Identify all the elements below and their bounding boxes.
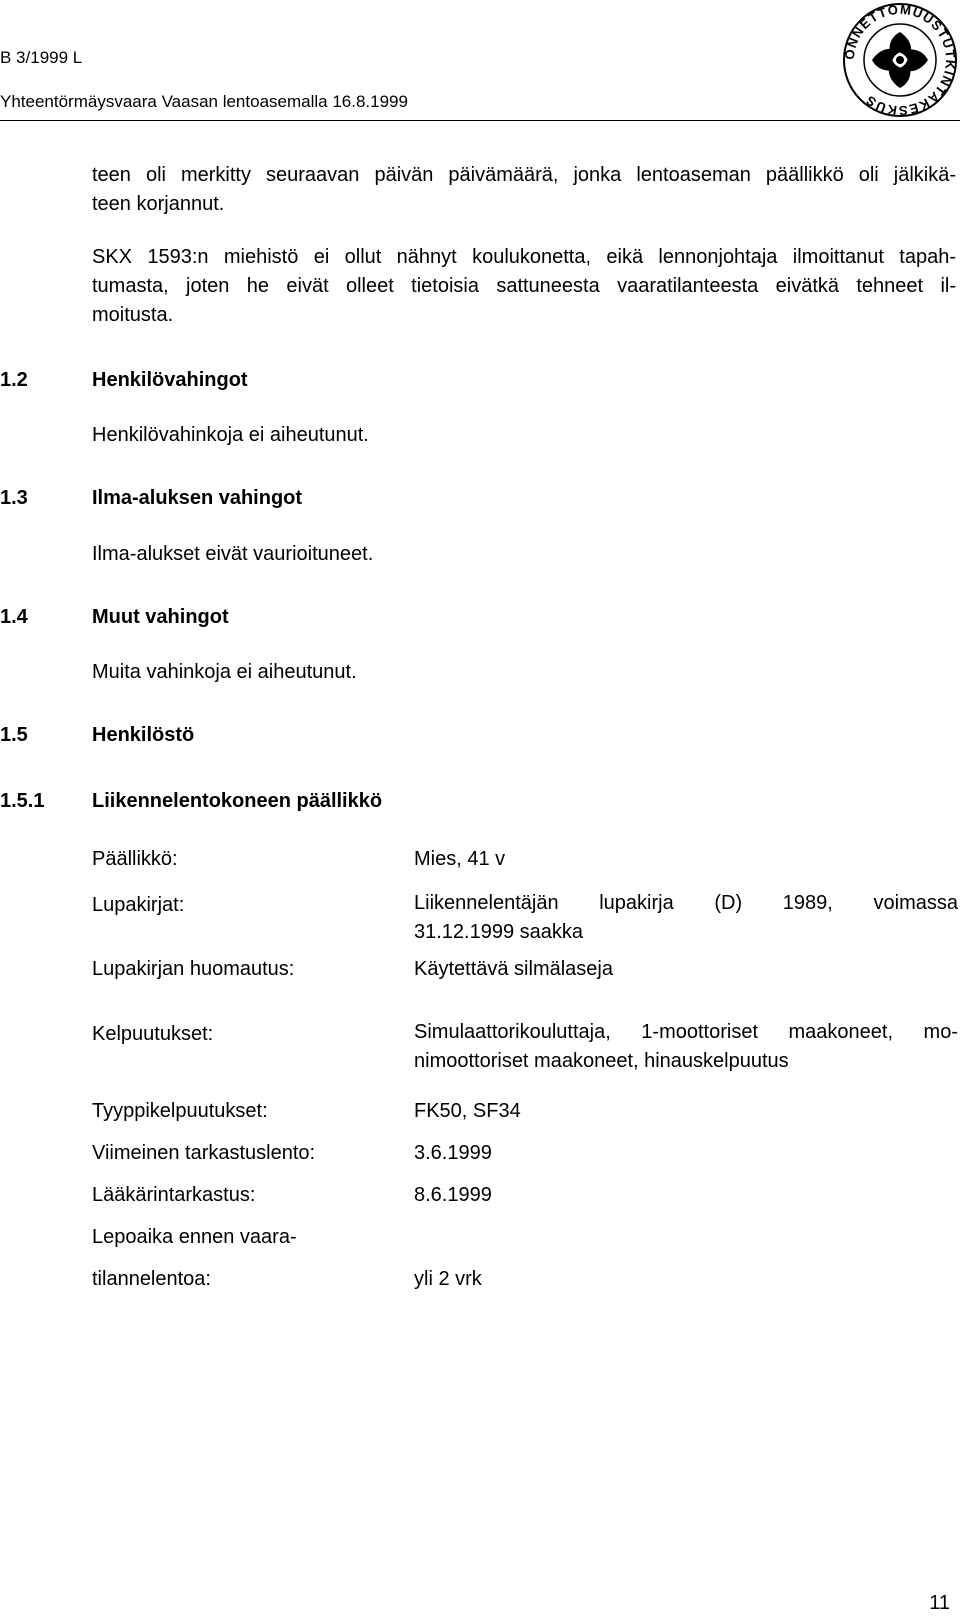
section-number: 1.5.1 [0, 790, 45, 812]
paragraph-line: moitusta. [92, 304, 174, 326]
detail-label-licences: Lupakirjat: [92, 894, 185, 916]
section-title: Henkilöstö [92, 724, 195, 746]
detail-value-licence-note: Käytettävä silmälaseja [414, 958, 613, 980]
paragraph-line: teen korjannut. [92, 193, 225, 215]
section-number: 1.3 [0, 487, 28, 509]
detail-value-line: Simulaattorikouluttaja, 1-moottoriset maakoneet, mo- [414, 1021, 958, 1043]
paragraph-line: tumasta, joten he eivät olleet tietoisia sattuneesta vaaratilanteesta eivätkä tehneet il- [92, 275, 956, 297]
header-rule [0, 120, 960, 121]
section-number: 1.5 [0, 724, 28, 746]
detail-label-medical: Lääkärintarkastus: [92, 1184, 256, 1206]
section-text-1-2: Henkilövahinkoja ei aiheutunut. [92, 424, 369, 446]
detail-label-captain: Päällikkö: [92, 848, 178, 870]
section-heading-1-5 [0, 724, 600, 748]
paragraph-continuation [92, 161, 956, 219]
paragraph-crew-unaware [92, 243, 956, 330]
detail-label-rest-line2: tilannelentoa: [92, 1268, 211, 1290]
section-title: Liikennelentokoneen päällikkö [92, 790, 383, 812]
logo-seal [842, 2, 958, 118]
document-id: B 3/1999 L [0, 48, 83, 67]
paragraph-line: SKX 1593:n miehistö ei ollut nähnyt koulukonetta, eikä lennonjohtaja ilmoittanut tapah- [92, 246, 956, 268]
section-title: Ilma-aluksen vahingot [92, 487, 303, 509]
detail-value-rest: yli 2 vrk [414, 1268, 482, 1290]
section-text-1-3: Ilma-alukset eivät vaurioituneet. [92, 543, 374, 565]
section-title: Muut vahingot [92, 606, 229, 628]
svg-text:ONNETTOMUUSTUTKINTAKESKUS: ONNETTOMUUSTUTKINTAKESKUS [842, 2, 958, 118]
detail-value-captain: Mies, 41 v [414, 848, 506, 870]
detail-value-type-ratings: FK50, SF34 [414, 1100, 521, 1122]
section-number: 1.2 [0, 369, 28, 391]
detail-label-ratings: Kelpuutukset: [92, 1023, 214, 1045]
detail-value-line: 31.12.1999 saakka [414, 921, 584, 943]
detail-label-last-check: Viimeinen tarkastuslento: [92, 1142, 316, 1164]
detail-label-type-ratings: Tyyppikelpuutukset: [92, 1100, 268, 1122]
detail-value-ratings [414, 1018, 958, 1076]
section-heading-1-5-1 [0, 790, 600, 814]
detail-value-line: Liikennelentäjän lupakirja (D) 1989, voimassa [414, 892, 958, 914]
detail-value-licences [414, 889, 958, 947]
detail-value-medical: 8.6.1999 [414, 1184, 492, 1206]
section-heading-1-3 [0, 487, 600, 511]
section-text-1-4: Muita vahinkoja ei aiheutunut. [92, 661, 357, 683]
paragraph-line: teen oli merkitty seuraavan päivän päivämäärä, jonka lentoaseman päällikkö oli jälkikä- [92, 164, 956, 186]
section-heading-1-4 [0, 606, 600, 630]
detail-label-licence-note: Lupakirjan huomautus: [92, 958, 295, 980]
section-heading-1-2 [0, 369, 600, 393]
detail-label-rest-line1: Lepoaika ennen vaara- [92, 1226, 297, 1248]
detail-value-line: nimoottoriset maakoneet, hinauskelpuutus [414, 1050, 789, 1072]
page-number: 11 [929, 1592, 950, 1614]
document-title: Yhteentörmäysvaara Vaasan lentoasemalla 16.8.1999 [0, 92, 408, 111]
section-title: Henkilövahingot [92, 369, 248, 391]
detail-value-last-check: 3.6.1999 [414, 1142, 492, 1164]
section-number: 1.4 [0, 606, 28, 628]
